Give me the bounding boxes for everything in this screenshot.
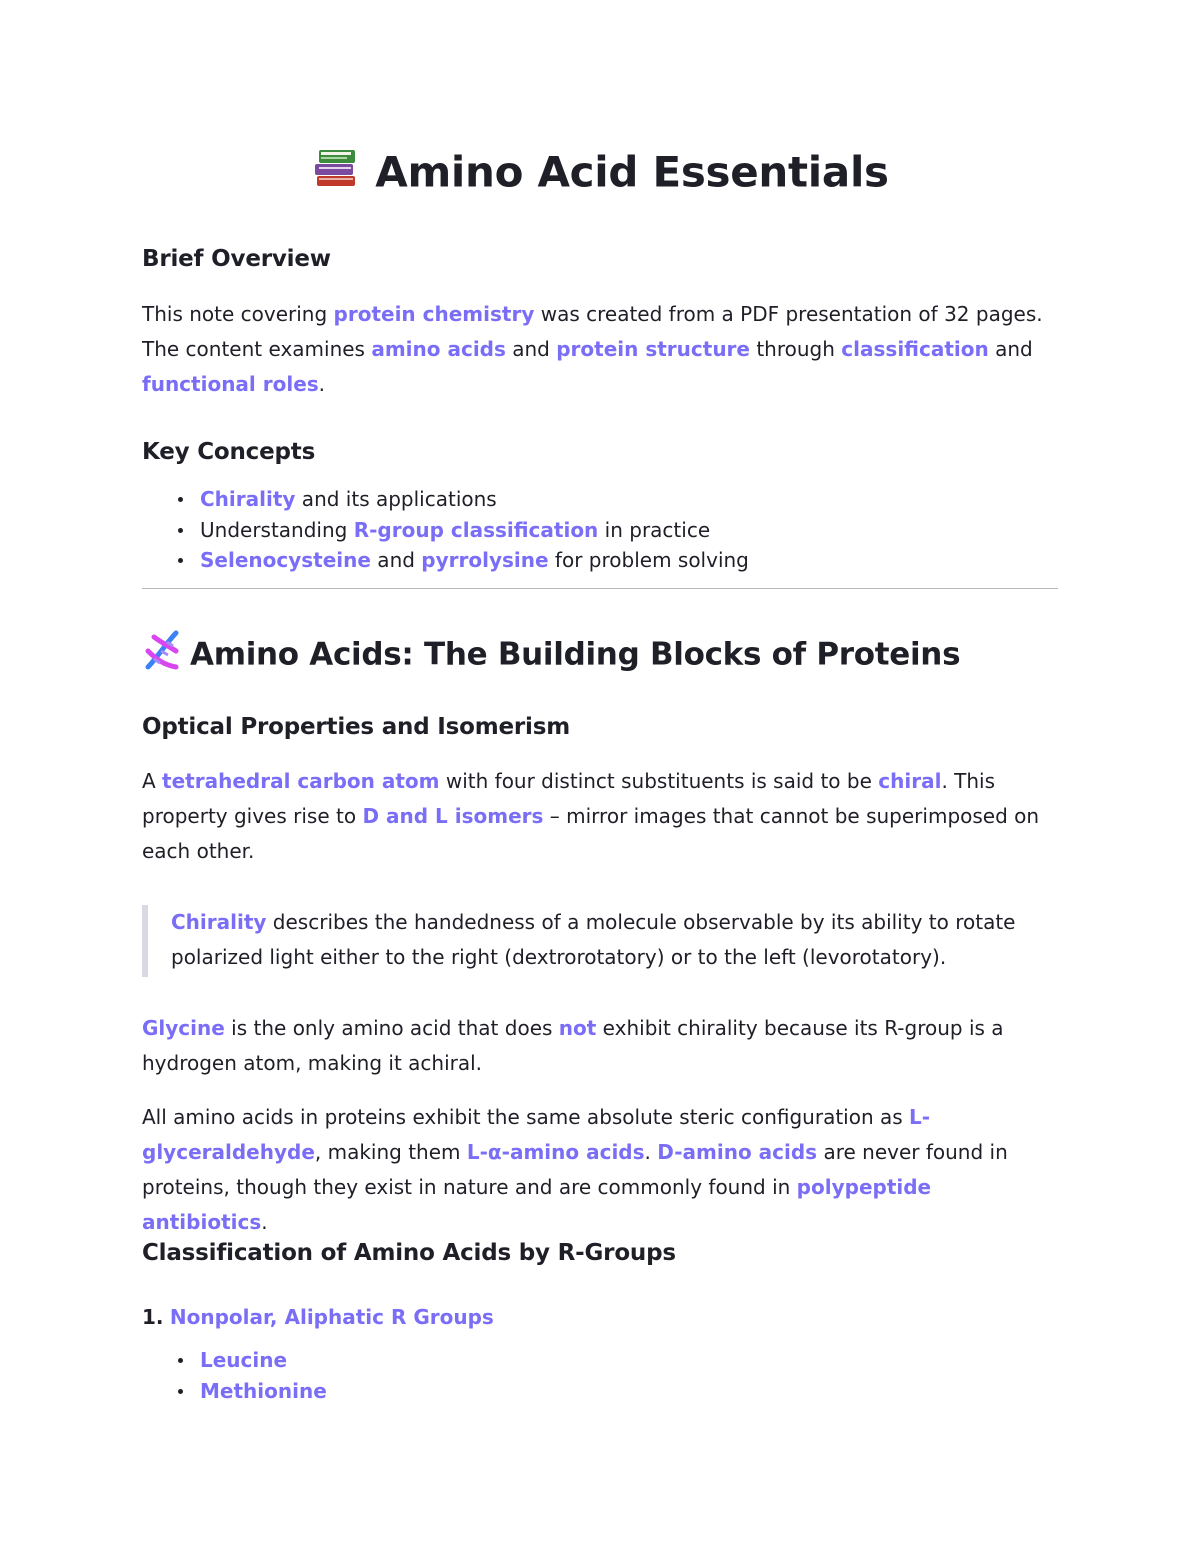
text-segment: for problem solving bbox=[548, 548, 749, 572]
text-segment: is the only amino acid that does bbox=[224, 1016, 559, 1040]
books-icon bbox=[311, 142, 361, 208]
blockquote bbox=[142, 905, 1058, 977]
page-title-text: Amino Acid Essentials bbox=[375, 147, 889, 197]
text-segment: and bbox=[988, 337, 1033, 361]
page-title bbox=[142, 142, 1058, 208]
keyword-highlight: tetrahedral carbon atom bbox=[162, 769, 440, 793]
text-segment: . bbox=[318, 372, 326, 396]
keyword-highlight: D-amino acids bbox=[657, 1140, 818, 1164]
key-concepts-list bbox=[142, 484, 749, 576]
text-segment: . bbox=[644, 1140, 658, 1164]
keyword-highlight: amino acids bbox=[371, 337, 506, 361]
group-title bbox=[142, 1300, 1058, 1335]
keyword-highlight: pyrrolysine bbox=[421, 548, 549, 572]
group-amino-acid-list bbox=[142, 1345, 327, 1406]
section-heading bbox=[142, 629, 960, 683]
text-segment: was created from a PDF presentation of 32 pages. The content examines bbox=[142, 302, 1043, 361]
text-segment: describes the handedness of a molecule observable by its ability to rotate polarized light either to the right (dextrorotatory) or to the left (levorotatory). bbox=[171, 910, 1016, 969]
keyword-highlight: not bbox=[558, 1016, 597, 1040]
keyword-highlight: R-group classification bbox=[353, 517, 599, 542]
optical-paragraph-1 bbox=[142, 764, 1058, 869]
keyword-highlight: classification bbox=[841, 337, 989, 361]
group-number: 1. bbox=[142, 1305, 164, 1329]
overview-paragraph bbox=[142, 297, 1058, 402]
keyword-highlight: D and L isomers bbox=[362, 804, 544, 828]
keyword-highlight: Chirality bbox=[200, 487, 296, 511]
key-concepts-heading: Key Concepts bbox=[142, 439, 316, 465]
text-segment: . This property gives rise to bbox=[142, 769, 996, 828]
section-heading-text: Amino Acids: The Building Blocks of Proteins bbox=[190, 636, 961, 673]
optical-paragraph-3 bbox=[142, 1100, 1058, 1240]
optical-heading: Optical Properties and Isomerism bbox=[142, 714, 570, 740]
text-segment: and bbox=[505, 337, 557, 361]
keyword-highlight: L-glyceraldehyde bbox=[142, 1105, 931, 1164]
text-segment: exhibit chirality because its R-group is a hydrogen atom, making it achiral. bbox=[142, 1016, 1004, 1075]
section-divider bbox=[142, 588, 1058, 589]
classification-heading: Classification of Amino Acids by R-Groups bbox=[142, 1240, 676, 1266]
overview-heading: Brief Overview bbox=[142, 246, 331, 272]
list-item bbox=[200, 515, 749, 546]
group-name: Nonpolar, Aliphatic R Groups bbox=[169, 1305, 494, 1329]
text-segment: in practice bbox=[598, 517, 711, 542]
keyword-highlight: L-α-amino acids bbox=[466, 1140, 645, 1164]
text-segment: and its applications bbox=[295, 487, 497, 511]
text-segment: with four distinct substituents is said to be bbox=[439, 769, 879, 793]
list-item bbox=[200, 545, 749, 576]
keyword-highlight: Chirality bbox=[171, 910, 267, 934]
text-segment: , making them bbox=[314, 1140, 467, 1164]
text-segment: – mirror images that cannot be superimposed on each other. bbox=[142, 804, 1040, 863]
text-segment: and bbox=[370, 548, 422, 572]
blockquote-text bbox=[171, 905, 1051, 975]
text-segment: All amino acids in proteins exhibit the same absolute steric configuration as bbox=[142, 1105, 910, 1129]
list-item: Leucine bbox=[200, 1345, 327, 1376]
keyword-highlight: protein structure bbox=[556, 337, 750, 361]
text-segment: Understanding bbox=[200, 517, 354, 542]
blockquote-bar bbox=[142, 905, 148, 977]
dna-icon bbox=[142, 629, 182, 683]
text-segment: This note covering bbox=[142, 302, 334, 326]
optical-paragraph-2 bbox=[142, 1011, 1058, 1081]
keyword-highlight: Glycine bbox=[142, 1016, 225, 1040]
keyword-highlight: polypeptide antibiotics bbox=[142, 1175, 932, 1234]
list-item: Methionine bbox=[200, 1376, 327, 1407]
keyword-highlight: protein chemistry bbox=[333, 302, 535, 326]
text-segment: through bbox=[749, 337, 842, 361]
list-item bbox=[200, 484, 749, 515]
text-segment: A bbox=[142, 769, 163, 793]
keyword-highlight: chiral bbox=[878, 769, 942, 793]
text-segment: are never found in proteins, though they exist in nature and are commonly found in bbox=[142, 1140, 1008, 1199]
keyword-highlight: functional roles bbox=[142, 372, 319, 396]
keyword-highlight: Selenocysteine bbox=[200, 548, 371, 572]
text-segment: . bbox=[261, 1210, 268, 1234]
